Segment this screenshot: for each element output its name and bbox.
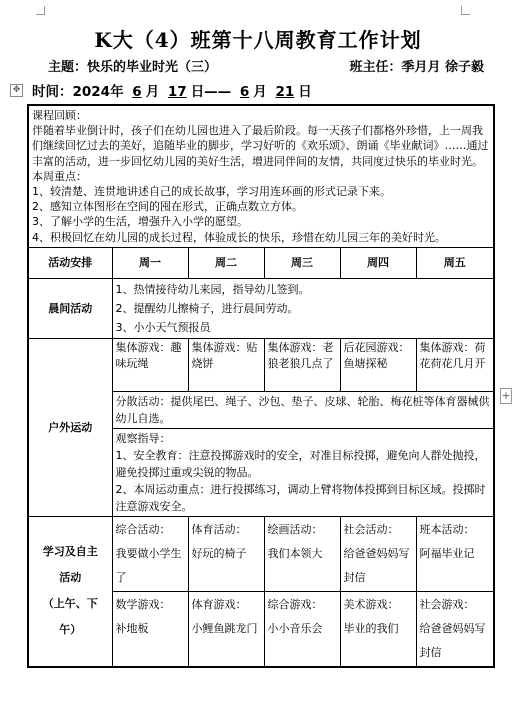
theme-row [48,56,490,74]
table-move-handle-icon[interactable]: ✥ [10,84,23,97]
focus-item: 4、积极回忆在幼儿园的成长过程，体验成长的快乐，珍惜在幼儿园三年的美好时光。 [32,230,446,244]
focus-item: 2、感知立体图形在空间的囤在形式，正确点数立方体。 [32,200,303,214]
focus-heading: 本周重点： [32,169,87,183]
learning-label [28,516,112,667]
activity-type: 综合活动： [115,522,171,536]
intro-row [28,105,494,247]
activity-type: 社会活动： [343,522,399,536]
learning-label-line: 午） [59,623,82,637]
teacher-label: 班主任：季月月 徐子毅 [349,60,484,75]
end-month: 6 [239,84,250,100]
learning-row-1 [28,516,494,591]
activity-name: 给爸爸妈妈写封信 [343,546,410,584]
activity-name: 好玩的椅子 [191,546,247,560]
start-day: 17 [167,84,187,100]
learning-label-line: （上午、下 [42,597,98,611]
margin-corner-top-right [461,6,470,15]
morning-item: 2、提醒幼儿擦椅子，进行晨间劳动。 [115,301,299,315]
header-day: 周一 [112,247,188,278]
outdoor-game: 后花园游戏：鱼塘探秘 [340,338,416,391]
learning-game [188,591,264,667]
time-row [32,80,312,100]
time-sep-month: 月 [145,84,160,100]
weekly-plan-table [27,104,495,668]
outdoor-group-games: 分散活动：提供尾巴、绳子、沙包、垫子、皮球、轮胎、梅花桩等体育器械供幼儿自选。 [112,391,494,428]
outdoor-game: 集体游戏：老狼老狼几点了 [264,338,340,391]
time-prefix: 时间：2024年 [32,84,124,100]
header-day: 周五 [416,247,494,278]
review-heading: 课程回顾： [32,109,87,122]
activity-name: 我们本领大 [267,546,323,560]
learning-activity [112,516,188,591]
document-title: K大（4）班第十八周教育工作计划 [94,28,422,52]
activity-name: 我要做小学生了 [115,546,182,584]
learning-label-line: 活动 [59,571,82,585]
intro-cell [28,105,494,247]
header-row [28,247,494,278]
outdoor-guidance [112,428,494,516]
guidance-item: 1、安全教育：注意投掷游戏时的安全，对准目标投掷，避免向人群处抛投，避免投掷过重或尖锐的物品。 [115,448,486,479]
morning-item: 3、小小天气预报员 [115,320,211,334]
guidance-heading: 观察指导： [115,431,171,445]
margin-corner-top-left [36,6,45,15]
learning-activity [416,516,494,591]
activity-type: 数学游戏： [115,597,171,611]
add-column-icon[interactable]: + [501,389,511,402]
activity-name: 小鲤鱼跳龙门 [191,621,258,635]
morning-row [28,278,494,338]
focus-item: 3、了解小学的生活，增强升入小学的愿望。 [32,215,248,229]
activity-type: 体育游戏： [191,597,247,611]
learning-activity [264,516,340,591]
time-sep-month-2: 月 [253,84,267,100]
activity-type: 社会游戏： [419,597,475,611]
learning-activity [188,516,264,591]
activity-name: 毕业的我们 [343,621,399,635]
learning-label-line: 学习及自主 [42,545,98,559]
learning-activity [340,516,416,591]
focus-item: 1、较清楚、连贯地讲述自己的成长故事，学习用连环画的形式记录下来。 [32,185,391,199]
activity-type: 体育活动： [191,522,247,536]
end-day: 21 [275,84,295,100]
learning-game [264,591,340,667]
outdoor-label: 户外运动 [28,338,112,516]
activity-type: 班本活动： [419,522,475,536]
morning-label: 晨间活动 [28,278,112,338]
learning-game [112,591,188,667]
outdoor-games-row [28,338,494,391]
activity-type: 综合游戏： [267,597,323,611]
learning-game [416,591,494,667]
guidance-item: 2、本周运动重点：进行投掷练习，调动上臂将物体投掷到目标区域。投掷时注意游戏安全。 [115,482,486,513]
activity-name: 补地板 [115,621,149,635]
header-activity: 活动安排 [28,247,112,278]
morning-content [112,278,494,338]
review-text: 伴随着毕业倒计时，孩子们在幼儿园也进入了最后阶段。每一天孩子们都格外珍惜，上一周我们继续回忆过去的美好，追随毕业的脚步，学习好听的《欢乐颂》、朗诵《毕业献词》……通过丰富的活动，进一步回忆幼儿园的美好生活，增进同伴间的友情，共同度过快乐的毕业时光。 [32,124,489,168]
activity-name: 给爸爸妈妈写封信 [419,621,486,659]
learning-game [340,591,416,667]
activity-type: 绘画活动： [267,522,323,536]
activity-type: 美术游戏： [343,597,399,611]
header-day: 周三 [264,247,340,278]
outdoor-game: 集体游戏：贴烧饼 [188,338,264,391]
activity-name: 阿福毕业记 [419,546,475,560]
header-day: 周四 [340,247,416,278]
header-day: 周二 [188,247,264,278]
time-sep-day-end: 日 [298,84,312,100]
time-sep-day-to: 日—— [190,84,232,100]
theme-label: 主题：快乐的毕业时光（三） [48,60,218,75]
outdoor-game: 集体游戏：趣味玩绳 [112,338,188,391]
start-month: 6 [132,84,142,100]
morning-item: 1、热情接待幼儿来园，指导幼儿签到。 [115,282,310,296]
outdoor-game: 集体游戏：荷花荷花几月开 [416,338,494,391]
activity-name: 小小音乐会 [267,621,323,635]
